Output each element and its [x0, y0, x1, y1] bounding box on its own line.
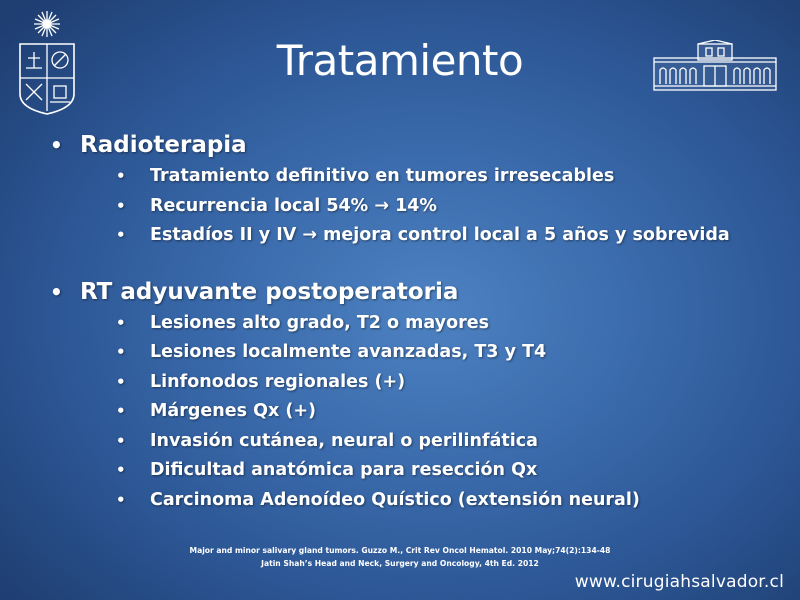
bullet-icon: • [50, 279, 63, 304]
section-radioterapia [48, 130, 788, 251]
list-item [110, 162, 788, 192]
list-item-text: Lesiones localmente avanzadas, T3 y T4 [150, 342, 547, 362]
slide-title: Tratamiento [276, 36, 524, 85]
list-item-text: Márgenes Qx (+) [150, 401, 317, 421]
list-item [110, 338, 788, 368]
reference-line: Major and minor salivary gland tumors. Guzzo M., Crit Rev Oncol Hematol. 2010 May;74(2):134-48 [189, 546, 611, 555]
list-item-text: Linfonodos regionales (+) [150, 371, 406, 392]
list-item-text: Recurrencia local 54% → 14% [150, 195, 437, 216]
bullet-icon: • [116, 226, 126, 244]
list-item [110, 368, 788, 398]
bullet-icon: • [116, 461, 126, 479]
list-item [110, 486, 788, 516]
website-url: www.cirugiahsalvador.cl [574, 572, 784, 592]
list-item-text: Estadíos II y IV → mejora control local a 5 años y sobrevida [150, 225, 730, 245]
list-item [110, 221, 788, 251]
list-item [110, 427, 788, 457]
section-heading: RT adyuvante postoperatoria [80, 278, 459, 305]
bullet-icon: • [116, 372, 126, 391]
bullet-icon: • [116, 196, 126, 215]
bullet-icon: • [116, 167, 126, 185]
bullet-icon: • [116, 343, 126, 361]
sub-list [80, 162, 788, 251]
bullet-icon: • [116, 313, 126, 332]
bullet-icon: • [50, 133, 63, 157]
bullet-icon: • [116, 431, 126, 450]
section-heading: Radioterapia [80, 132, 247, 158]
sub-list [80, 309, 788, 516]
bullet-icon: • [116, 490, 126, 509]
list-item [110, 397, 788, 427]
bullet-icon: • [116, 402, 126, 420]
references [0, 544, 800, 570]
list-item-text: Carcinoma Adenoídeo Quístico (extensión neural) [150, 489, 640, 510]
bullet-list [48, 130, 788, 515]
list-item-text: Lesiones alto grado, T2 o mayores [150, 312, 490, 333]
list-item-text: Tratamiento definitivo en tumores irresecables [150, 166, 615, 186]
list-item-text: Dificultad anatómica para resección Qx [150, 460, 538, 480]
reference-line: Jatin Shah’s Head and Neck, Surgery and Oncology, 4th Ed. 2012 [261, 559, 539, 568]
list-item [110, 456, 788, 486]
section-rt-adyuvante [48, 277, 788, 516]
list-item-text: Invasión cutánea, neural o perilinfática [150, 430, 538, 451]
list-item [110, 309, 788, 339]
slide-content [48, 130, 788, 515]
list-item [110, 192, 788, 222]
